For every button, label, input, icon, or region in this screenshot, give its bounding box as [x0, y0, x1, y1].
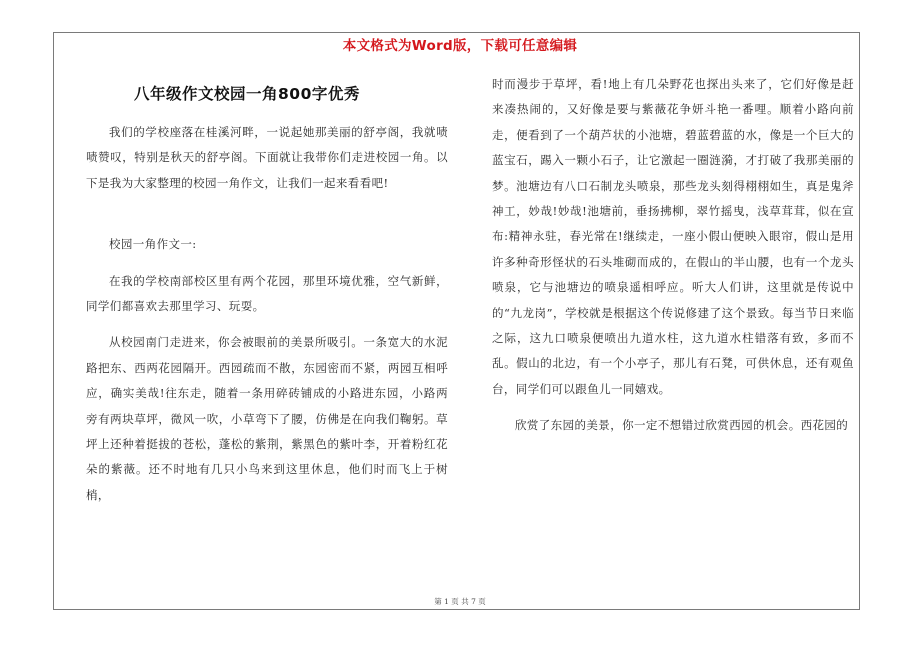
document-title: 八年级作文校园一角800字优秀 [134, 85, 360, 103]
paragraph-gardens: 在我的学校南部校区里有两个花园，那里环境优雅，空气新鲜，同学们都喜欢去那里学习、玩耍。 [86, 273, 448, 314]
left-column [86, 68, 448, 508]
intro-paragraph: 我们的学校座落在桂溪河畔，一说起她那美丽的舒亭阁，我就啧啧赞叹，特别是秋天的舒亭阁。下面就让我带你们走进校园一角。以下是我为大家整理的校园一角作文，让我们一起来看看吧! [86, 125, 448, 190]
page-number-footer: 第 1 页 共 7 页 [434, 597, 486, 606]
essay-subheading: 校园一角作文一: [109, 237, 197, 252]
format-notice-banner: 本文格式为Word版，下载可任意编辑 [342, 38, 578, 54]
paragraph-east-garden: 从校园南门走进来，你会被眼前的美景所吸引。一条宽大的水泥路把东、西两花园隔开。西园疏而不散，东园密而不紧，两园互相呼应，确实美哉!往东走，随着一条用碎砖铺成的小路进东园，小路两旁有两块草坪，微风一吹，小草弯下了腰，仿佛是在向我们鞠躬。草坪上还种着挺拔的苍松，蓬松的紫荆，紫黑色的紫叶李，开着粉红花朵的紫薇。还不时地有几只小鸟来到这里休息，他们时而飞上于树梢， [86, 335, 448, 502]
paragraph-west-garden: 欣赏了东园的美景，你一定不想错过欣赏西园的机会。西花园的 [515, 418, 849, 433]
paragraph-east-garden-continued: 时而漫步于草坪，看!地上有几朵野花也探出头来了，它们好像是赶来凑热闹的，又好像是要与紫薇花争妍斗艳一番哩。顺着小路向前走，便看到了一个葫芦状的小池塘，碧蓝碧蓝的水，像是一个巨大的蓝宝石，踢入一颗小石子，让它激起一圈涟漪，才打破了我那美丽的梦。池塘边有八口石制龙头喷泉，那些龙头刻得栩栩如生，真是鬼斧神工，妙哉!妙哉!池塘前，垂扬拂柳，翠竹摇曳，浅草茸茸，似在宣布:精神永驻，春光常在!继续走，一座小假山便映入眼帘，假山是用许多种奇形怪状的石头堆砌而成的，在假山的半山腰，也有一个龙头喷泉，它与池塘边的喷泉遥相呼应。听大人们讲，这里就是传说中的“九龙岗”，学校就是根据这个传说修建了这个景致。每当节日来临之际，这九口喷泉便喷出九道水柱，这九道水柱错落有致，多而不乱。假山的北边，有一个小亭子，那儿有石凳，可供休息，还有观鱼台，同学们可以跟鱼儿一同嬉戏。 [492, 77, 854, 396]
right-column [492, 72, 854, 439]
